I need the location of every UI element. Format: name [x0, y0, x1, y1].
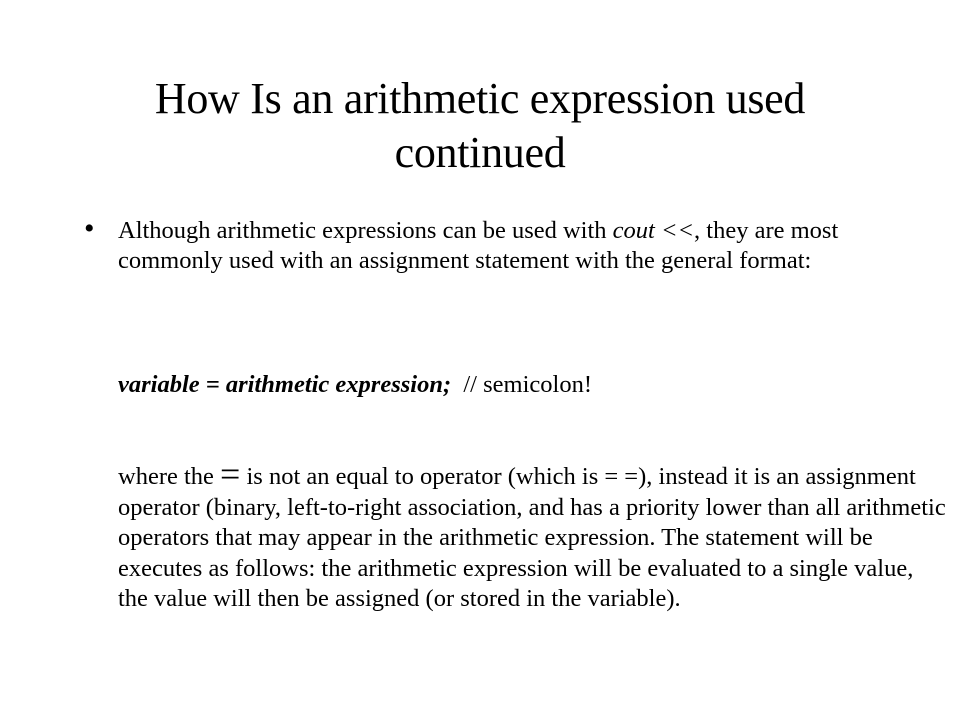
assignment-symbol: =	[220, 454, 241, 494]
title-line-1: How Is an arithmetic expression used	[154, 74, 806, 123]
title-line-2: continued	[394, 128, 566, 177]
paragraph-intro	[118, 216, 948, 276]
intro-text-after: , they are most commonly used with an assignment statement with the general format:	[118, 217, 839, 274]
assignment-format: variable = arithmetic expression;	[118, 371, 452, 398]
paragraph-format	[118, 370, 948, 400]
intro-text-before: Although arithmetic expressions can be used with	[118, 217, 613, 244]
explanation-text-after: is not an equal to operator (which is = =), instead it is an assignment operator (binary, left-to-right association, and has a priority lower than all arithmetic operators that may appear in the arithmetic expression. The statement will be executes as follows: the arithmetic expression will be evaluated to a single value, the value will then be assigned (or stored in the variable).	[118, 463, 946, 612]
explanation-text-before: where the	[118, 463, 221, 490]
slide-title	[60, 72, 900, 180]
paragraph-explanation	[118, 454, 948, 615]
bullet-icon: •	[84, 212, 95, 245]
cout-operator: cout <<	[612, 217, 695, 244]
format-comment: // semicolon!	[451, 371, 592, 398]
